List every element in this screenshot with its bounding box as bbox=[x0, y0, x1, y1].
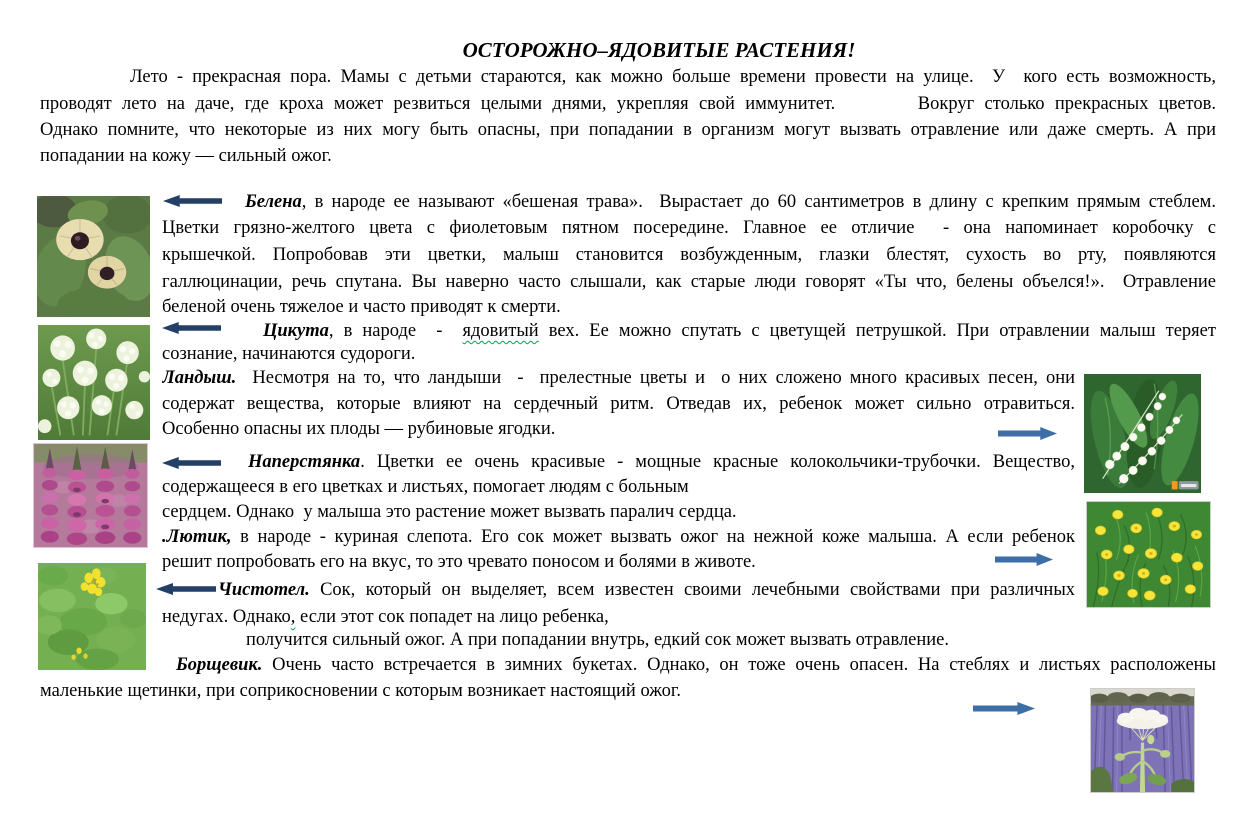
document-title: ОСТОРОЖНО–ЯДОВИТЫЕ РАСТЕНИЯ! bbox=[462, 38, 856, 62]
intro-line-3: Однако помните, что некоторые из них могу быть опасны, при попадании в организм могут вызвать отравление или даже смерть. А при bbox=[40, 120, 1216, 140]
naperstyanka-line-3: сердцем. Однако у малыша это растение может вызвать паралич сердца. bbox=[162, 502, 737, 522]
landysh-right-arrow-icon bbox=[998, 427, 1057, 440]
cikuta-line-1: Цикута, в народе - ядовитый вех. Ее можно спутать с цветущей петрушкой. При отравлении малыш теряет bbox=[263, 321, 1216, 341]
belena-line-5: беленой очень тяжелое и часто приводят к смерти. bbox=[162, 297, 561, 317]
belena-left-arrow-icon bbox=[163, 195, 222, 207]
cikuta-photo bbox=[38, 325, 150, 440]
chistotel-heading: Чистотел. bbox=[218, 580, 310, 600]
lyutik-photo bbox=[1086, 501, 1211, 608]
borshchevik-line-1: Борщевик. Очень часто встречается в зимних букетах. Однако, он тоже очень опасен. На стеблях и листьях расположены bbox=[176, 655, 1216, 675]
chistotel-line-3: получится сильный ожог. А при попадании внутрь, едкий сок может вызвать отравление. bbox=[246, 630, 950, 650]
intro-line-2: проводят лето на даче, где кроха может резвиться целыми днями, укрепляя свой иммунитет. Вокруг столько прекрасных цветов. bbox=[40, 94, 1216, 114]
belena-heading: Белена bbox=[245, 192, 302, 212]
belena-photo bbox=[37, 196, 150, 317]
borshchevik-right-arrow-icon bbox=[973, 702, 1035, 715]
naperstyanka-line-2: содержащееся в его цветках и листьях, помогает людям с больным bbox=[162, 477, 689, 497]
intro-line-4: попадании на кожу — сильный ожог. bbox=[40, 146, 332, 166]
belena-line-2: Цветки грязно-желтого цвета с фиолетовым пятном посередине. Главное ее отличие - она напоминает коробочку с bbox=[162, 218, 1216, 238]
chistotel-left-arrow-icon bbox=[156, 583, 216, 595]
naperstyanka-heading: Наперстянка bbox=[248, 452, 361, 472]
naperstyanka-photo bbox=[33, 443, 148, 548]
lyutik-line-2: решит попробовать его на вкус, то это чревато поносом и болями в животе. bbox=[162, 552, 756, 572]
chistotel-line-1: Чистотел. Сок, который он выделяет, всем известен своими лечебными свойствами при различных bbox=[218, 580, 1075, 600]
landysh-line-3: Особенно опасны их плоды — рубиновые ягодки. bbox=[162, 419, 556, 439]
landysh-line-1: Ландыш. Несмотря на то, что ландыши - прелестные цветы и о них сложено много красивых песен, они bbox=[162, 368, 1075, 388]
cikuta-heading: Цикута bbox=[263, 321, 329, 341]
spellcheck-underlined-comma: , bbox=[290, 607, 296, 627]
borshchevik-photo bbox=[1090, 688, 1195, 793]
belena-line-1: Белена, в народе ее называют «бешеная трава». Вырастает до 60 сантиметров в длину с крепким прямым стеблем. bbox=[245, 192, 1216, 212]
belena-line-4: галлюцинации, речь спутана. Вы наверно часто слышали, как старые люди говорят «Ты что, белены объелся!». Отравление bbox=[162, 272, 1216, 292]
naperstyanka-line-1: Наперстянка. Цветки ее очень красивые - мощные красные колокольчики-трубочки. Вещество, bbox=[248, 452, 1075, 472]
intro-line-1: Лето - прекрасная пора. Мамы с детьми стараются, как можно больше времени провести на улице. У кого есть возможность, bbox=[130, 67, 1216, 87]
cikuta-left-arrow-icon bbox=[162, 322, 221, 334]
naperstyanka-left-arrow-icon bbox=[162, 457, 221, 469]
borshchevik-line-2: маленькие щетинки, при соприкосновении с которым возникает настоящий ожог. bbox=[40, 681, 681, 701]
landysh-heading: Ландыш. bbox=[162, 368, 237, 388]
photo-watermark bbox=[1172, 481, 1199, 489]
lyutik-right-arrow-icon bbox=[995, 553, 1053, 566]
lyutik-heading: .Лютик, bbox=[162, 527, 232, 547]
landysh-photo bbox=[1084, 374, 1201, 493]
borshchevik-heading: Борщевик. bbox=[176, 655, 263, 675]
cikuta-line-2: сознание, начинаются судороги. bbox=[162, 344, 416, 364]
lyutik-line-1: .Лютик, в народе - куриная слепота. Его сок может вызвать ожог на нежной коже малыша. А если ребенок bbox=[162, 527, 1075, 547]
chistotel-photo bbox=[38, 563, 146, 670]
chistotel-line-2: недугах. Однако, если этот сок попадет на лицо ребенка, bbox=[162, 607, 609, 627]
landysh-line-2: содержат вещества, которые влияют на сердечный ритм. Отведав их, ребенок может сильно отравиться. bbox=[162, 394, 1075, 414]
spellcheck-underlined-word: ядовитый bbox=[462, 321, 539, 341]
belena-line-3: крышечкой. Попробовав эти цветки, малыш становится возбужденным, глазки блестят, сухость во рту, появляются bbox=[162, 245, 1216, 265]
